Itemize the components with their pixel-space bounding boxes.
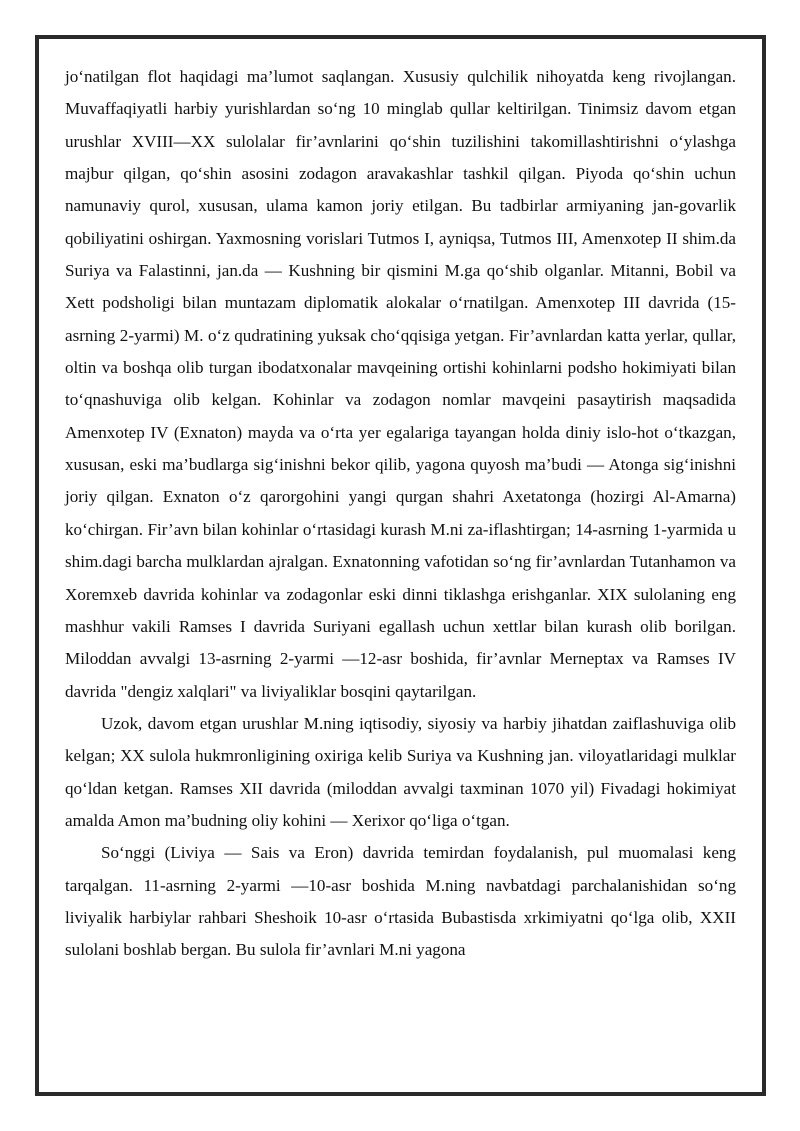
paragraph-2: Uzok, davom etgan urushlar M.ning iqtisodiy, siyosiy va harbiy jihatdan zaiflashuviga olib kelgan; XX sulola hukmronligining oxiriga kelib Suriya va Kushning jan. viloyatlaridagi mulklar qo‘ldan ketgan. Ramses XII davrida (miloddan avvalgi taxminan 1070 yil) Fivadagi hokimiyat amalda Amon ma’budning oliy kohini — Xerixor qo‘liga o‘tgan. [65,713,736,830]
page-frame [35,35,766,1096]
paragraph-1: jo‘natilgan flot haqidagi ma’lumot saqlangan. Xususiy qulchilik nihoyatda keng rivojlangan. Muvaffaqiyatli harbiy yurishlardan so‘ng 10 minglab qullar keltirilgan. Tinimsiz davom etgan urushlar XVIII—XX sulolalar fir’avnlarini qo‘shin tuzilishini takomillashtirishni o‘ylashga majbur qilgan, qo‘shin asosini zodagon aravakashlar tashkil qilgan. Piyoda qo‘shin uchun namunaviy qurol, xususan, ulama kamon joriy etilgan. Bu tadbirlar armiyaning jan-govarlik qobiliyatini oshirgan. Yaxmosning vorislari Tutmos I, ayniqsa, Tutmos III, Amenxotep II shim.da Suriya va Falastinni, jan.da — Kushning bir qismini M.ga qo‘shib olganlar. Mitanni, Bobil va Xett podsholigi bilan muntazam diplomatik alokalar o‘rnatilgan. Amenxotep III davrida (15-asrning 2-yarmi) M. o‘z qudratining yuksak cho‘qqisiga yetgan. Fir’avnlardan katta yerlar, qullar, oltin va boshqa olib turgan ibodatxonalar mavqeining ortishi kohinlarni podsho hokimiyati bilan to‘qnashuviga olib kelgan. Kohinlar va zodagon nomlar mavqeini pasaytirish maqsadida Amenxotep IV (Exnaton) mayda va o‘rta yer egalariga tayangan holda diniy islo-hot o‘tkazgan, xususan, eski ma’budlarga sig‘inishni bekor qilib, yagona quyosh ma’budi — Atonga sig‘inishni joriy qilgan. Exnaton o‘z qarorgohini yangi qurgan shahri Axetatonga (hozirgi Al-Amarna) ko‘chirgan. Fir’avn bilan kohinlar o‘rtasidagi kurash M.ni za-iflashtirgan; 14-asrning 1-yarmida u shim.dagi barcha mulklardan ajralgan. Exnatonning vafotidan so‘ng fir’avnlardan Tutanhamon va Xoremxeb davrida kohinlar va zodagonlar eski dinni tiklashga erishganlar. XIX sulolaning eng mashhur vakili Ramses I davrida Suriyani egallash uchun xettlar bilan kurash olib borilgan. Miloddan avvalgi 13-asrning 2-yarmi —12-asr boshida, fir’avnlar Merneptax va Ramses IV davrida "dengiz xalqlari" va liviyaliklar bosqini qaytarilgan. [65,67,736,701]
paragraph-3: So‘nggi (Liviya — Sais va Eron) davrida temirdan foydalanish, pul muomalasi keng tarqalgan. 11-asrning 2-yarmi —10-asr boshida M.ning navbatdagi parchalanishidan so‘ng liviyalik harbiylar rahbari Sheshoik 10-asr o‘rtasida Bubastisda xrkimiyatni qo‘lga olib, XXII sulolani boshlab bergan. Bu sulola fir’avnlari M.ni yagona [65,843,736,960]
document-body [65,61,736,967]
